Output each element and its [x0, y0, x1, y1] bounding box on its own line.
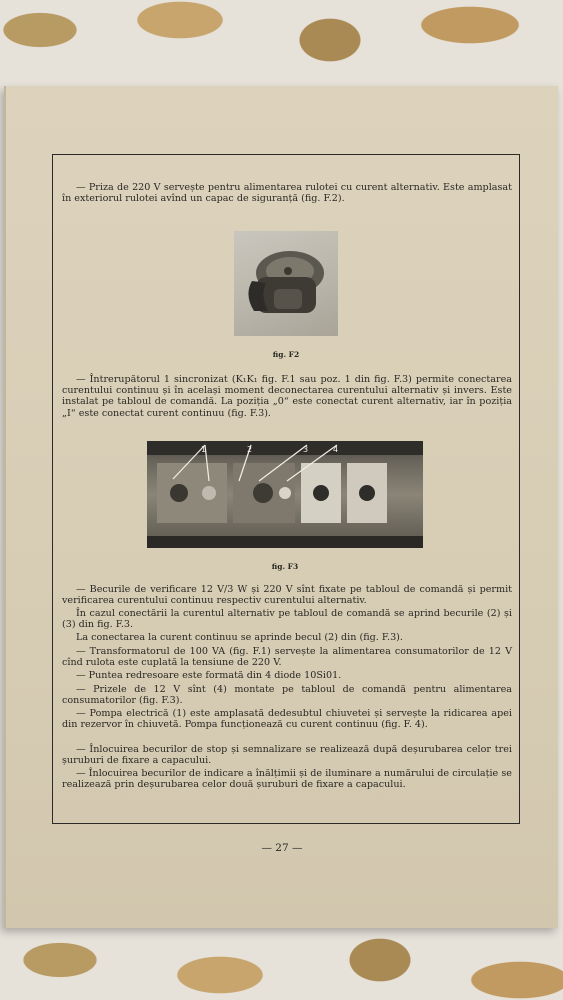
paragraph-transformator: — Transformatorul de 100 VA (fig. F.1) servește la alimentarea consumatorilor de 12 V cînd rulota este cuplată la tensiune de 220 V. — [62, 646, 512, 669]
figure-label-2: 2 — [247, 445, 253, 454]
figure-label-4: 4 — [333, 445, 339, 454]
caption-fig-f2: fig. F2 — [272, 350, 300, 359]
figure-f2-socket-photo — [234, 231, 338, 336]
figure-f3-control-panel-photo — [147, 441, 423, 548]
page-number: — 27 — — [261, 842, 303, 854]
figure-label-3: 3 — [303, 445, 309, 454]
paragraph-puntea: — Puntea redresoare este formată din 4 diode 10Si01. — [76, 670, 342, 681]
figure-label-1: 1 — [201, 445, 207, 454]
paragraph-intrerupator: — Întrerupătorul 1 sincronizat (K₁K₁ fig. F.1 sau poz. 1 din fig. F.3) permite conectarea curentului continuu și în același moment deconectarea curentului alternativ și invers. Este instalat pe tabloul de comandă. La poziția „0“ este conectat curent alternativ, iar în poziția „I“ este conectat curent continuu (fig. F.3). — [62, 374, 512, 419]
paragraph-becurile: — Becurile de verificare 12 V/3 W și 220 V sînt fixate pe tabloul de comandă și permit verificarea curentului continuu respectiv curentului alternativ. — [62, 584, 512, 607]
caption-fig-f3: fig. F3 — [271, 562, 299, 571]
paragraph-becuri-stop: — Înlocuirea becurilor de stop și semnalizare se realizează după deșurubarea celor trei șuruburi de fixare a capacului. — [62, 744, 512, 767]
paragraph-pompa: — Pompa electrică (1) este amplasată dedesubtul chiuvetei și servește la ridicarea apei din rezervor în chiuvetă. Pompa funcționează cu curent continuu (fig. F. 4). — [62, 708, 512, 731]
paragraph-becuri-indicare: — Înlocuirea becurilor de indicare a înălțimii și de iluminare a numărului de circulație se realizează prin deșurubarea celor două șuruburi de fixare a capacului. — [62, 768, 512, 791]
paragraph-priza: — Priza de 220 V servește pentru alimentarea rulotei cu curent alternativ. Este amplasat în exteriorul rulotei avînd un capac de siguranță (fig. F.2). — [62, 182, 512, 205]
control-panel-illustration — [147, 441, 423, 548]
socket-illustration — [234, 231, 338, 336]
book-page — [4, 86, 558, 928]
paragraph-curent-continuu: La conectarea la curent continuu se aprinde becul (2) din (fig. F.3). — [76, 632, 403, 643]
paragraph-prizele: — Prizele de 12 V sînt (4) montate pe tabloul de comandă pentru alimentarea consumatorilor (fig. F.3). — [62, 684, 512, 707]
paragraph-curent-alternativ: În cazul conectării la curentul alternativ pe tabloul de comandă se aprind becurile (2) și (3) din fig. F.3. — [62, 608, 512, 631]
